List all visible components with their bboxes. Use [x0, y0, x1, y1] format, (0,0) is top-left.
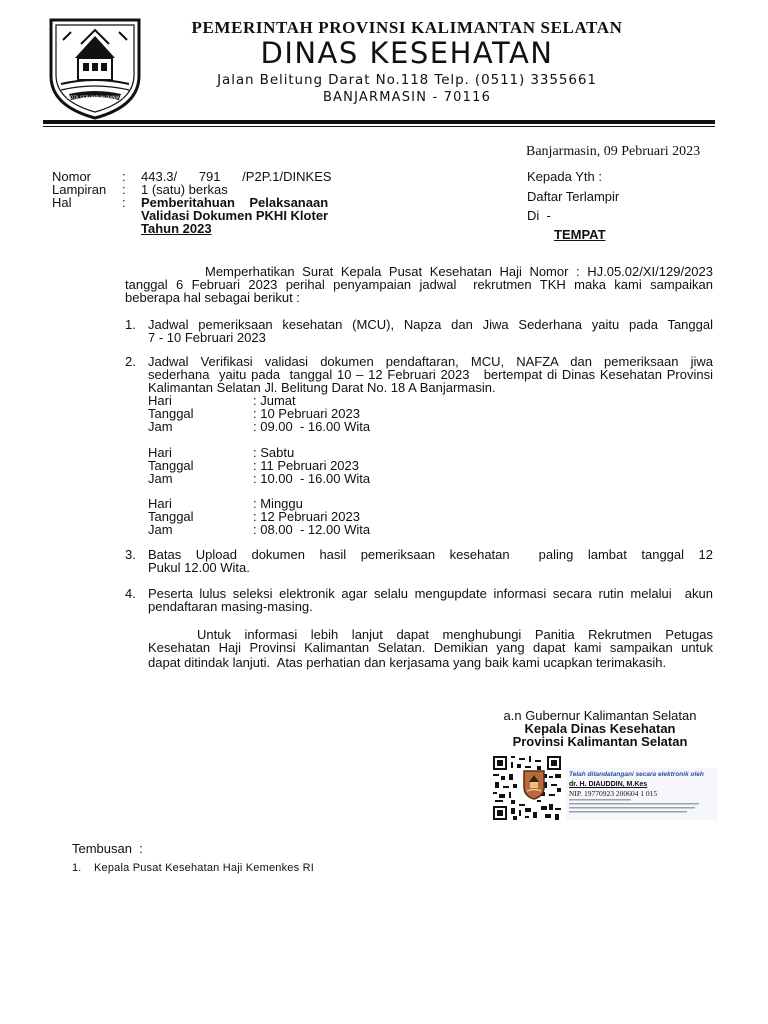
nomor-value: 443.3/ 791 /P2P.1/DINKES — [141, 169, 332, 184]
esign-name: dr. H. DIAUDDIN, M.Kes — [569, 781, 648, 788]
esign-box — [566, 768, 718, 820]
kalimantan-selatan-crest-icon — [45, 14, 145, 122]
schedule-2-jam-label: Jam — [148, 471, 173, 486]
hal-colon: : — [122, 195, 126, 210]
recipient-greeting: Kepada Yth : — [527, 169, 602, 184]
hal-label: Hal — [52, 195, 72, 210]
schedule-2-hari-label: Hari — [148, 445, 172, 460]
schedule-1-hari-label: Hari — [148, 393, 172, 408]
esign-nip: NIP. 19770923 200604 1 015 — [569, 789, 658, 798]
item-1-number: 1. — [125, 317, 136, 332]
item-1-line-2: 7 - 10 Februari 2023 — [148, 330, 266, 345]
schedule-2-jam: : 10.00 - 16.00 Wita — [253, 471, 371, 486]
recipient-location-prefix: Di - — [527, 208, 551, 223]
tembusan-label: Tembusan : — [72, 841, 143, 856]
nomor-colon: : — [122, 169, 126, 184]
schedule-3-tanggal-label: Tanggal — [148, 509, 194, 524]
schedule-3-hari: : Minggu — [253, 496, 303, 511]
signature-office: Provinsi Kalimantan Selatan — [512, 734, 688, 749]
schedule-3-tanggal: : 12 Pebruari 2023 — [253, 509, 360, 524]
schedule-1-jam: : 09.00 - 16.00 Wita — [253, 419, 371, 434]
schedule-1-tanggal: : 10 Pebruari 2023 — [253, 406, 360, 421]
schedule-1-tanggal-label: Tanggal — [148, 406, 194, 421]
header-city: BANJARMASIN - 70116 — [322, 90, 492, 105]
lampiran-colon: : — [122, 182, 126, 197]
schedule-3-hari-label: Hari — [148, 496, 172, 511]
item-4-line-2: pendaftaran masing-masing. — [148, 599, 313, 614]
item-2-number: 2. — [125, 354, 136, 369]
esign-title: Telah ditandatangani secara elektronik oleh — [569, 771, 704, 778]
intro-line-2: tanggal 6 Februari 2023 perihal penyampaian jadwal rekrutmen TKH maka kami sampaikan — [125, 277, 713, 292]
schedule-2-hari: : Sabtu — [253, 445, 295, 460]
signature-on-behalf: a.n Gubernur Kalimantan Selatan — [503, 708, 697, 723]
header-address: Jalan Belitung Darat No.118 Telp. (0511) 3355661 — [217, 72, 597, 88]
hal-line-1: Pemberitahuan Pelaksanaan — [141, 195, 329, 210]
item-4-line-1: Peserta lulus seleksi elektronik agar selalu mengupdate informasi secara rutin melalui akun — [148, 586, 713, 601]
item-3-line-2: Pukul 12.00 Wita. — [148, 560, 250, 575]
logo-text: KOTA SERUMPUN BANJAR — [67, 96, 123, 101]
hal-line-2: Validasi Dokumen PKHI Kloter — [141, 208, 329, 223]
letter-date: Banjarmasin, 09 Pebruari 2023 — [526, 144, 701, 159]
schedule-2-tanggal: : 11 Pebruari 2023 — [253, 458, 359, 473]
schedule-2-tanggal-label: Tanggal — [148, 458, 194, 473]
recipient-location: TEMPAT — [554, 227, 606, 242]
header-rule-thin — [43, 126, 715, 127]
provincial-seal-icon — [523, 770, 545, 800]
schedule-1-hari: : Jumat — [253, 393, 296, 408]
tembusan-item-text: Kepala Pusat Kesehatan Haji Kemenkes RI — [94, 862, 314, 874]
item-2-line-2: sederhana yaitu pada tanggal 10 – 12 Februari 2023 bertempat di Dinas Kesehatan Provinsi — [148, 367, 713, 382]
closing-line-3: dapat ditindak lanjuti. Atas perhatian dan kerjasama yang baik kami ucapkan terimakasih. — [148, 655, 667, 670]
schedule-3-jam: : 08.00 - 12.00 Wita — [253, 522, 371, 537]
item-2-line-1: Jadwal Verifikasi validasi dokumen pendaftaran, MCU, NAFZA dan pemeriksaan jiwa — [148, 354, 713, 369]
intro-line-1: Memperhatikan Surat Kepala Pusat Kesehatan Haji Nomor : HJ.05.02/XI/129/2023 — [205, 264, 713, 279]
schedule-3-jam-label: Jam — [148, 522, 173, 537]
lampiran-label: Lampiran — [52, 182, 107, 197]
signature-position: Kepala Dinas Kesehatan — [524, 721, 676, 736]
recipient-name: Daftar Terlampir — [527, 189, 620, 204]
header-agency: DINAS KESEHATAN — [260, 36, 554, 70]
tembusan-item-number: 1. — [72, 862, 82, 874]
item-3-line-1: Batas Upload dokumen hasil pemeriksaan kesehatan paling lambat tanggal 12 — [148, 547, 713, 562]
lampiran-value: 1 (satu) berkas — [141, 182, 228, 197]
item-2-line-3: Kalimantan Selatan Jl. Belitung Darat No. 18 A Banjarmasin. — [148, 380, 496, 395]
item-3-number: 3. — [125, 547, 136, 562]
schedule-1-jam-label: Jam — [148, 419, 173, 434]
esign-fine-print-lines — [569, 799, 709, 817]
item-1-line-1: Jadwal pemeriksaan kesehatan (MCU), Napza dan Jiwa Sederhana yaitu pada Tanggal — [148, 317, 713, 332]
nomor-label: Nomor — [52, 169, 92, 184]
closing-line-2: Kesehatan Haji Provinsi Kalimantan Selatan. Demikian yang dapat kami sampaikan untuk — [148, 640, 713, 655]
item-4-number: 4. — [125, 586, 136, 601]
intro-line-3: beberapa hal sebagai berikut : — [125, 290, 300, 305]
header-rule-thick — [43, 120, 715, 124]
closing-line-1: Untuk informasi lebih lanjut dapat menghubungi Panitia Rekrutmen Petugas — [197, 627, 713, 642]
hal-line-3: Tahun 2023 — [141, 221, 212, 236]
header-government: PEMERINTAH PROVINSI KALIMANTAN SELATAN — [191, 18, 623, 37]
